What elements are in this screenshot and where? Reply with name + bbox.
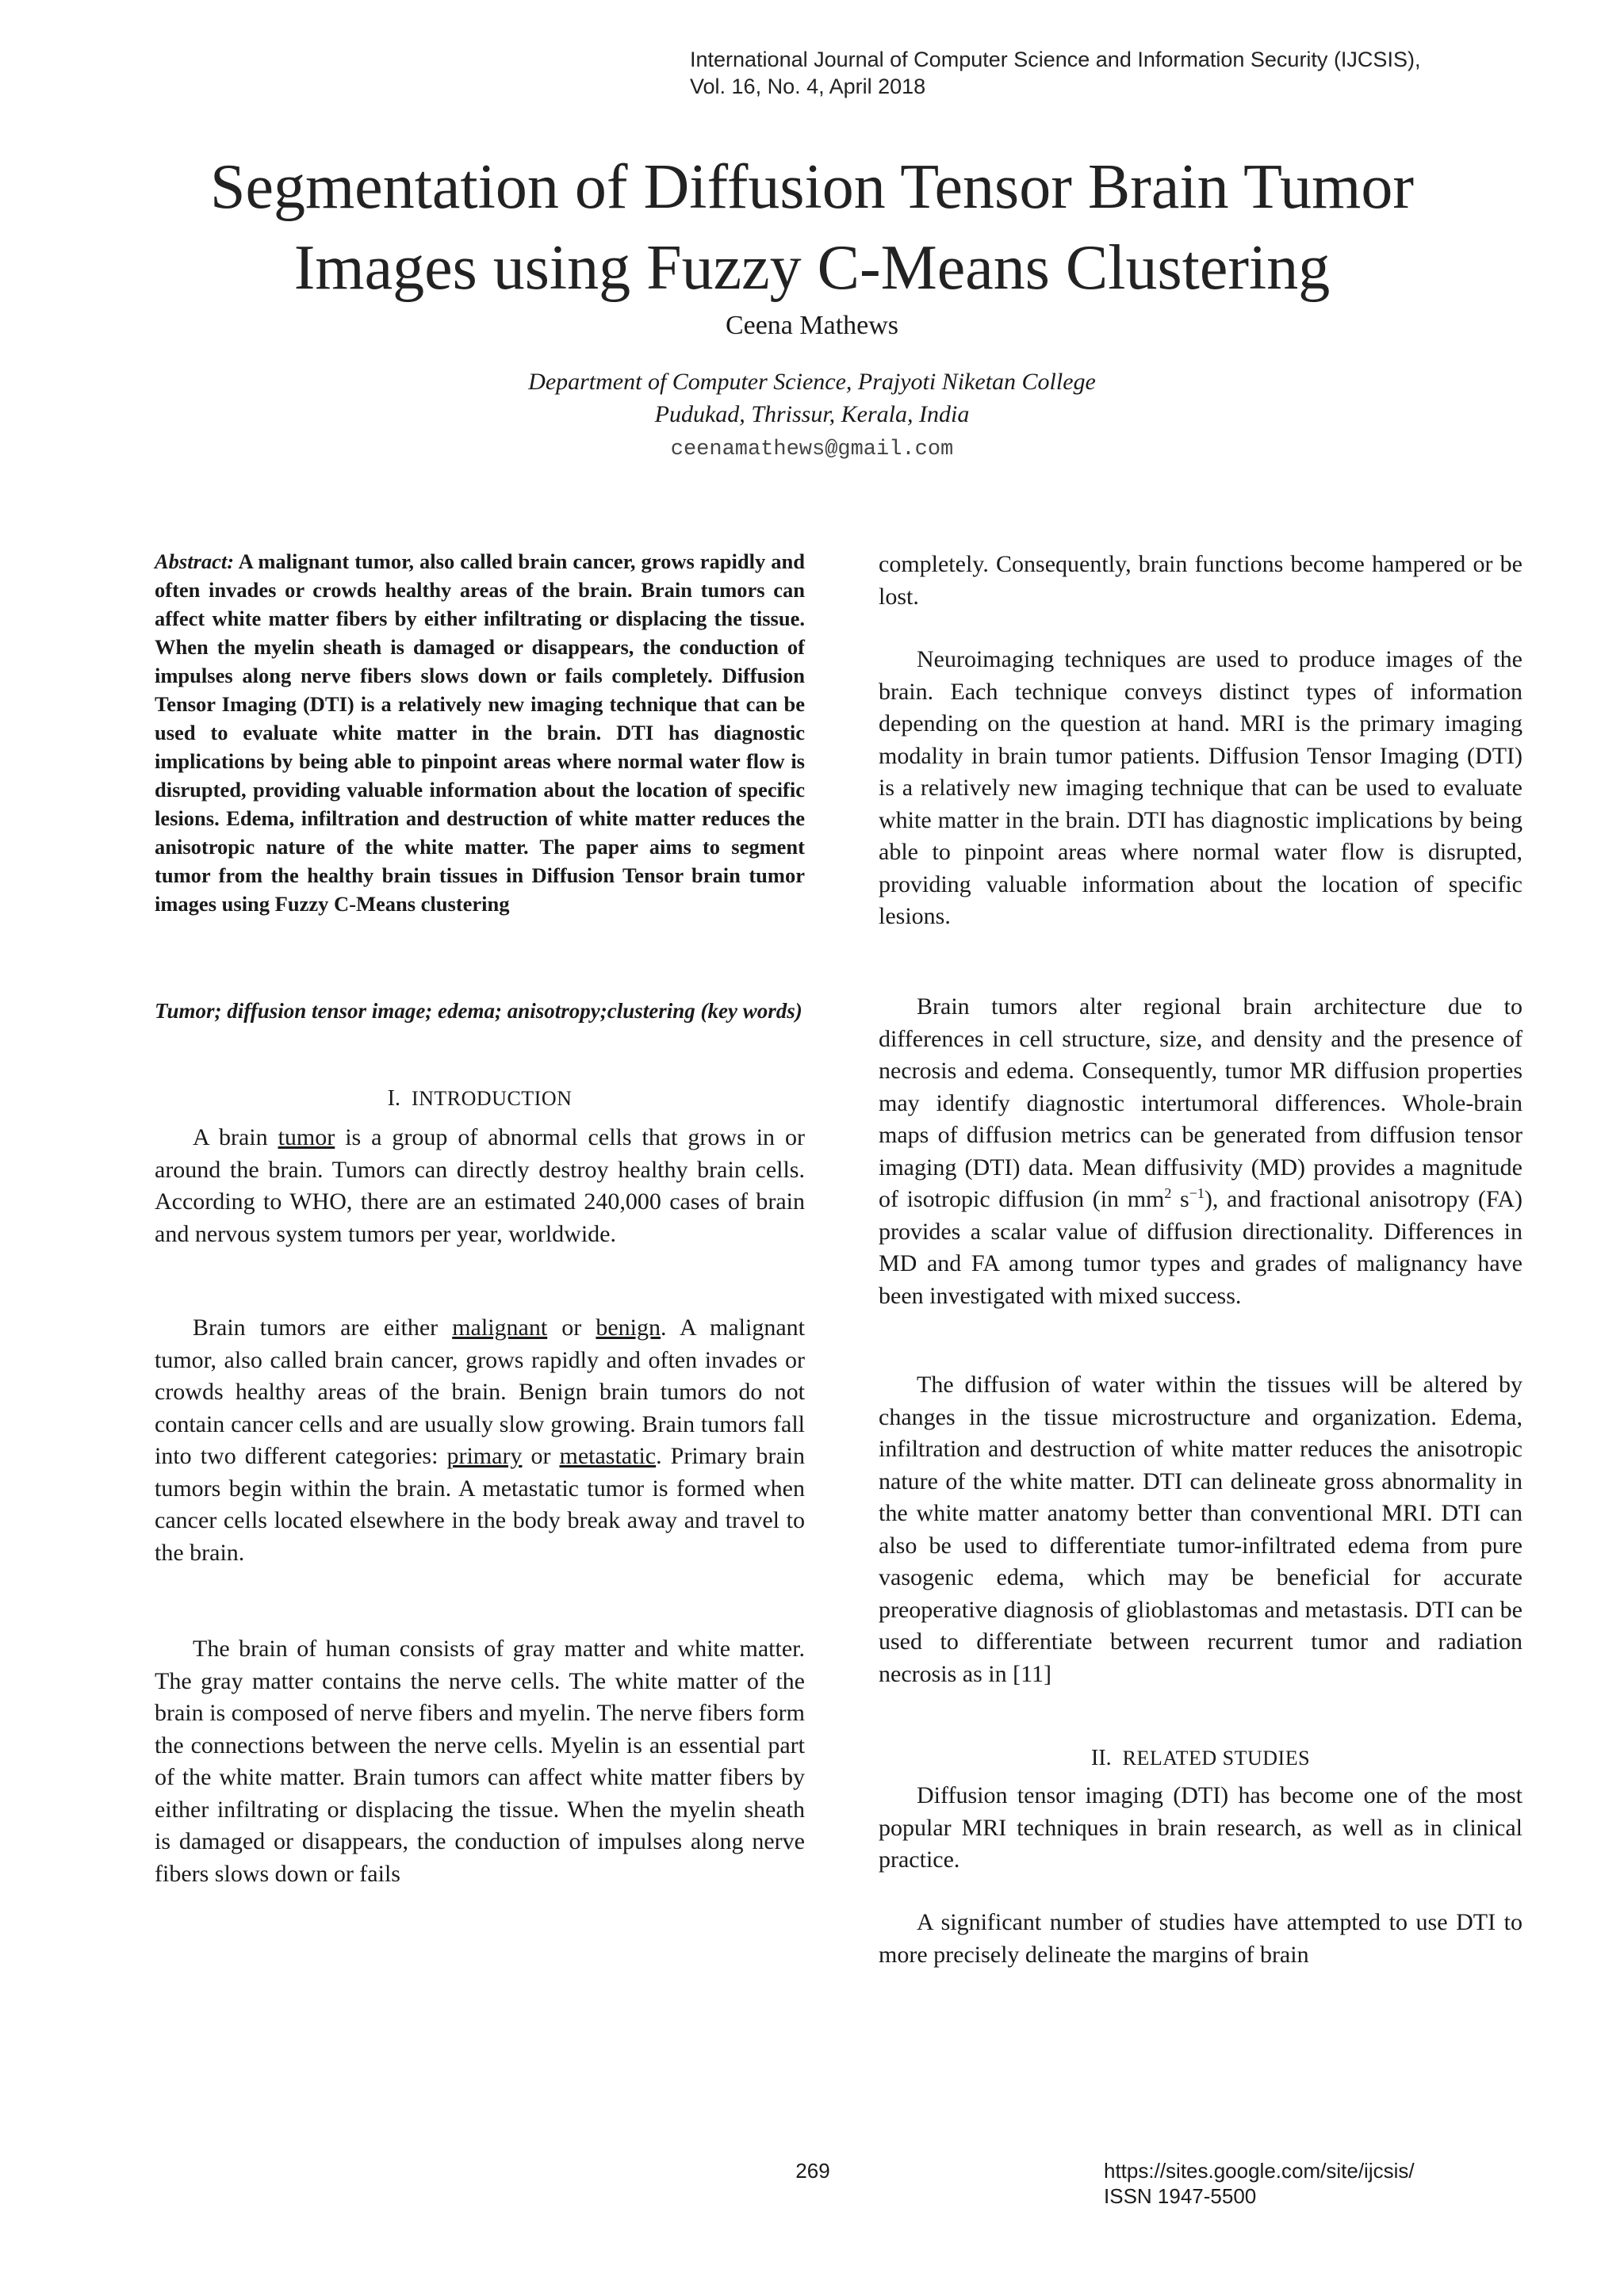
title-line-2: Images using Fuzzy C-Means Clustering [293, 233, 1331, 303]
text-run: Brain tumors alter regional brain architecture due to differences in cell structure, size, and density and the presence of necrosis and edema. Consequently, tumor MR diffusion properties may identify diagnostic intertumoral differences. Whole-brain maps of diffusion metrics can be generated from diffusion tensor imaging (DTI) data. Mean diffusivity (MD) provides a magnitude of isotropic diffusion (in mm [879, 993, 1522, 1212]
affiliation-line-2: Pudukad, Thrissur, Kerala, India [654, 401, 970, 427]
section-heading-related-studies [879, 1744, 1522, 1773]
abstract-text: A malignant tumor, also called brain cancer, grows rapidly and often invades or crowds healthy areas of the brain. Brain tumors can affect white matter fibers by either infiltrating or displacing the tissue. When the myelin sheath is damaged or disappears, the conduction of impulses along nerve fibers slows down or fails completely. Diffusion Tensor Imaging (DTI) is a relatively new imaging technique that can be used to evaluate white matter in the brain. DTI has diagnostic implications by being able to pinpoint areas where normal water flow is disrupted, providing valuable information about the location of specific lesions. Edema, infiltration and destruction of white matter reduces the anisotropic nature of the white matter. The paper aims to segment tumor from the healthy brain tissues in Diffusion Tensor brain tumor images using Fuzzy C-Means clustering [155, 549, 805, 916]
text-run: or [547, 1314, 596, 1341]
affiliation-line-1: Department of Computer Science, Prajyoti Niketan College [528, 369, 1096, 395]
intro-paragraph-6 [879, 1369, 1522, 1690]
author-email: ceenamathews@gmail.com [670, 438, 954, 461]
journal-header [690, 46, 1530, 100]
text-run: . Primary brain tumors begin within the brain. A metastatic tumor is formed when cancer cells located elsewhere in the body break away and travel to the brain. [155, 1443, 805, 1566]
keywords-text: Tumor; diffusion tensor image; edema; anisotropy;clustering [155, 999, 695, 1023]
journal-volume: Vol. 16, No. 4, April 2018 [690, 75, 926, 98]
text-run: or [522, 1443, 560, 1469]
text-run: A brain [193, 1124, 278, 1150]
link-tumor[interactable]: tumor [278, 1124, 335, 1150]
superscript: 2 [1164, 1185, 1172, 1201]
text-run: . A malignant tumor, also called brain cancer, grows rapidly and often invades or crowds healthy areas of the brain. Benign brain tumors do not contain cancer cells and are usually slow growing. Brain tumors fall into two different categories: [155, 1314, 805, 1469]
link-primary[interactable]: primary [446, 1443, 523, 1469]
text-run: ), and fractional anisotropy (FA) provides a scalar value of diffusion directionality. Differences in MD and FA among tumor types and grades of malignancy have been investigated with mixed success. [879, 1186, 1522, 1309]
intro-paragraph-5 [879, 991, 1522, 1312]
link-benign[interactable]: benign [596, 1314, 661, 1341]
footer-issn: ISSN 1947-5500 [1104, 2184, 1257, 2208]
paragraph-text: Diffusion tensor imaging (DTI) has become one of the most popular MRI techniques in brain research, as well as in clinical practice. [879, 1782, 1522, 1873]
intro-paragraph-4 [879, 644, 1522, 933]
intro-paragraph-3-continued [879, 549, 1522, 613]
paragraph-text: Neuroimaging techniques are used to produce images of the brain. Each technique conveys distinct types of information depending on the question at hand. MRI is the primary imaging modality in brain tumor patients. Diffusion Tensor Imaging (DTI) is a relatively new imaging technique that can be used to evaluate white matter in the brain. DTI has diagnostic implications by being able to pinpoint areas where normal water flow is disrupted, providing valuable information about the location of specific lesions. [879, 646, 1522, 929]
section-number: I. [387, 1086, 400, 1111]
text-run: Brain tumors are either [193, 1314, 453, 1341]
intro-paragraph-2 [155, 1312, 805, 1569]
paragraph-text: The diffusion of water within the tissues will be altered by changes in the tissue microstructure and organization. Edema, infiltration and destruction of white matter reduces the anisotropic nature of the white matter. DTI can delineate gross abnormality in the white matter anatomy better than conventional MRI. DTI can also be used to differentiate tumor-infiltrated edema from pure vasogenic edema, which may be beneficial for accurate preoperative diagnosis of glioblastomas and metastasis. DTI can be used to differentiate between recurrent tumor and radiation necrosis as in [11] [879, 1372, 1522, 1687]
link-malignant[interactable]: malignant [452, 1314, 548, 1341]
superscript: −1 [1189, 1185, 1205, 1201]
section-title: INTRODUCTION [411, 1087, 573, 1110]
page-number: 269 [795, 2159, 830, 2183]
keywords [111, 997, 805, 1025]
section-title: RELATED STUDIES [1122, 1747, 1311, 1770]
section-number: II. [1090, 1746, 1112, 1770]
paragraph-text: completely. Consequently, brain functions become hampered or be lost. [879, 551, 1522, 610]
abstract-label: Abstract: [155, 549, 235, 573]
abstract [155, 547, 805, 918]
paragraph-text: The brain of human consists of gray matter and white matter. The gray matter contains the nerve cells. The white matter of the brain is composed of nerve fibers and myelin. The nerve fibers form the connections between the nerve cells. Myelin is an essential part of the white matter. Brain tumors can affect white matter fibers by either infiltrating or displacing the tissue. When the myelin sheath is damaged or disappears, the conduction of impulses along nerve fibers slows down or fails [155, 1636, 805, 1887]
title-line-1: Segmentation of Diffusion Tensor Brain Tumor [209, 152, 1415, 222]
text-run: s [1171, 1186, 1189, 1212]
paper-title [119, 147, 1505, 308]
footer-url[interactable]: https://sites.google.com/site/ijcsis/ [1104, 2159, 1415, 2183]
link-metastatic[interactable]: metastatic [559, 1443, 657, 1469]
paragraph-text: A significant number of studies have attempted to use DTI to more precisely delineate the margins of brain [879, 1909, 1522, 1968]
related-paragraph-2 [879, 1907, 1522, 1971]
intro-paragraph-3 [155, 1633, 805, 1890]
related-paragraph-1 [879, 1780, 1522, 1877]
author-name: Ceena Mathews [725, 311, 899, 340]
intro-paragraph-1 [155, 1122, 805, 1250]
journal-name: International Journal of Computer Science and Information Security (IJCSIS), [690, 48, 1421, 71]
footer-info [1104, 2158, 1548, 2209]
section-heading-introduction [155, 1085, 805, 1113]
keywords-suffix: (key words) [700, 999, 802, 1023]
text-run: is a group of abnormal cells that grows in or around the brain. Tumors can directly destroy healthy brain cells. According to WHO, there are an estimated 240,000 cases of brain and nervous system tumors per year, worldwide. [155, 1124, 805, 1247]
